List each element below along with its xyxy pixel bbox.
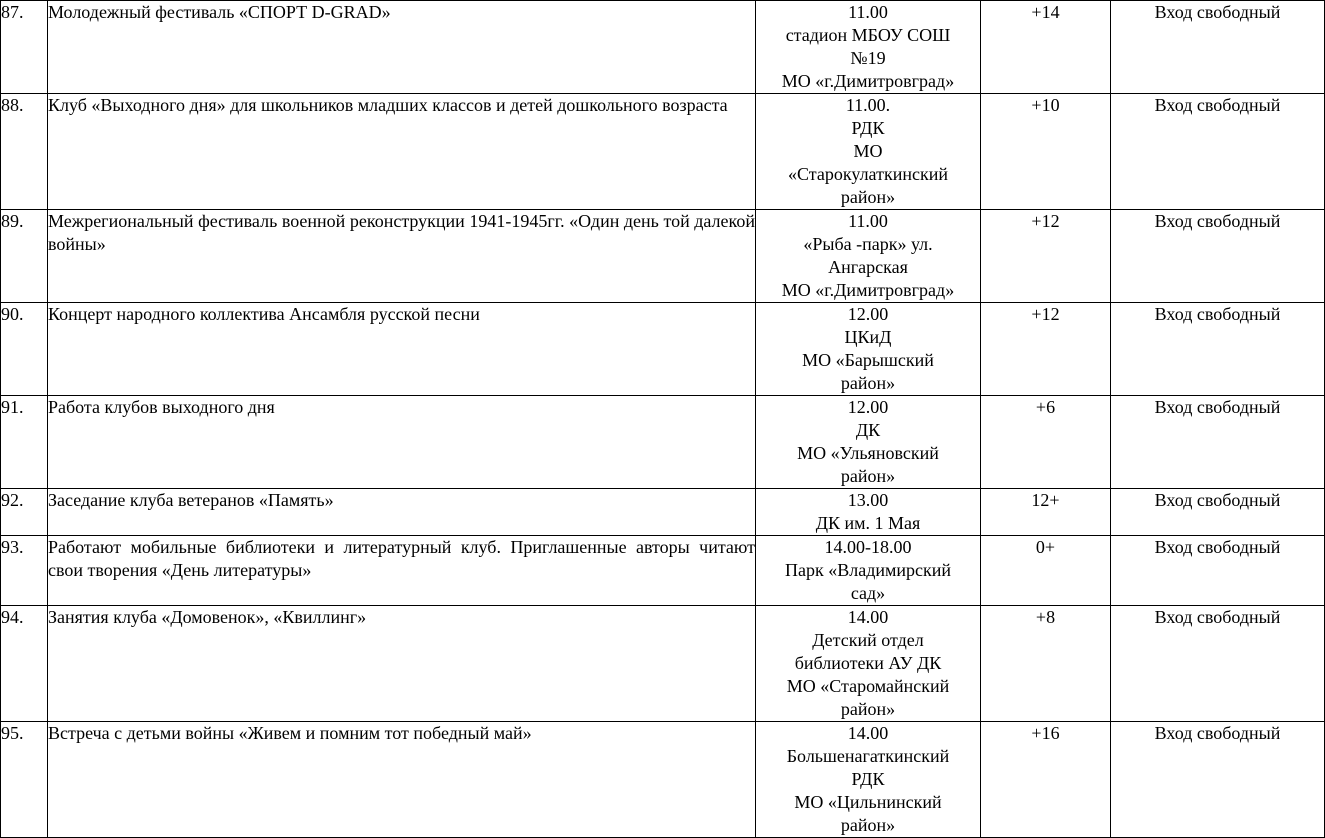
place-line: МО «г.Димитровград» — [781, 71, 955, 91]
place-line: 14.00 — [847, 607, 889, 627]
table-row — [1, 94, 1325, 210]
event-title: Клуб «Выходного дня» для школьников младших классов и детей дошкольного возраста — [48, 94, 756, 210]
event-time-place — [756, 94, 981, 210]
place-line: стадион МБОУ СОШ — [785, 25, 951, 45]
row-number: 93. — [1, 536, 48, 606]
age-rating: +14 — [981, 1, 1111, 94]
place-line: МО — [853, 141, 883, 161]
row-number: 95. — [1, 722, 48, 838]
event-title: Концерт народного коллектива Ансамбля русской песни — [48, 303, 756, 396]
place-line: «Старокулаткинский — [788, 164, 948, 184]
event-title: Межрегиональный фестиваль военной реконструкции 1941-1945гг. «Один день той далекой войны» — [48, 210, 756, 303]
entry-condition: Вход свободный — [1111, 303, 1325, 396]
place-line: 12.00 — [847, 397, 889, 417]
place-line: Парк «Владимирский — [784, 560, 952, 580]
place-line: МО «Старомайнский — [786, 676, 950, 696]
entry-condition: Вход свободный — [1111, 396, 1325, 489]
entry-condition: Вход свободный — [1111, 536, 1325, 606]
event-time-place — [756, 536, 981, 606]
table-row — [1, 1, 1325, 94]
row-number: 91. — [1, 396, 48, 489]
place-line: район» — [840, 373, 896, 393]
event-time-place — [756, 606, 981, 722]
age-rating: +12 — [981, 303, 1111, 396]
place-line: 12.00 — [847, 304, 889, 324]
entry-condition: Вход свободный — [1111, 489, 1325, 536]
event-time-place — [756, 303, 981, 396]
row-number: 87. — [1, 1, 48, 94]
event-title: Занятия клуба «Домовенок», «Квиллинг» — [48, 606, 756, 722]
row-number: 89. — [1, 210, 48, 303]
place-line: МО «Барышский — [802, 350, 934, 370]
place-line: Ангарская — [828, 257, 908, 277]
place-line: РДК — [851, 118, 885, 138]
row-number: 92. — [1, 489, 48, 536]
row-number: 94. — [1, 606, 48, 722]
place-line: Большенагаткинский — [786, 746, 950, 766]
place-line: МО «г.Димитровград» — [781, 280, 955, 300]
row-number: 90. — [1, 303, 48, 396]
place-line: 14.00-18.00 — [824, 537, 912, 557]
row-number: 88. — [1, 94, 48, 210]
table-row — [1, 489, 1325, 536]
place-line: МО «Цильнинский — [794, 792, 942, 812]
age-rating: +8 — [981, 606, 1111, 722]
place-line: 11.00 — [848, 211, 888, 231]
place-line: сад» — [850, 583, 886, 603]
place-line: Детский отдел — [812, 630, 924, 650]
place-line: 13.00 — [847, 490, 889, 510]
place-line: район» — [840, 466, 896, 486]
place-line: 14.00 — [847, 723, 889, 743]
place-line: ДК — [855, 420, 881, 440]
place-line: 11.00. — [845, 95, 891, 115]
place-line: «Рыба -парк» ул. — [803, 234, 933, 254]
event-time-place — [756, 1, 981, 94]
event-time-place — [756, 396, 981, 489]
place-line: библиотеки АУ ДК — [794, 653, 942, 673]
event-title: Молодежный фестиваль «СПОРТ D-GRAD» — [48, 1, 756, 94]
entry-condition: Вход свободный — [1111, 722, 1325, 838]
age-rating: +16 — [981, 722, 1111, 838]
place-line: район» — [840, 699, 896, 719]
age-rating: 0+ — [981, 536, 1111, 606]
table-row — [1, 396, 1325, 489]
event-title: Работа клубов выходного дня — [48, 396, 756, 489]
age-rating: +12 — [981, 210, 1111, 303]
event-title: Работают мобильные библиотеки и литературный клуб. Приглашенные авторы читают свои творения «День литературы» — [48, 536, 756, 606]
entry-condition: Вход свободный — [1111, 606, 1325, 722]
table-row — [1, 210, 1325, 303]
age-rating: +6 — [981, 396, 1111, 489]
age-rating: 12+ — [981, 489, 1111, 536]
place-line: 11.00 — [848, 2, 888, 22]
entry-condition: Вход свободный — [1111, 94, 1325, 210]
event-time-place — [756, 210, 981, 303]
place-line: №19 — [850, 48, 886, 68]
table-row — [1, 722, 1325, 838]
table-row — [1, 303, 1325, 396]
place-line: ЦКиД — [844, 327, 892, 347]
place-line: МО «Ульяновский — [797, 443, 939, 463]
event-title: Встреча с детьми войны «Живем и помним тот победный май» — [48, 722, 756, 838]
entry-condition: Вход свободный — [1111, 210, 1325, 303]
event-title: Заседание клуба ветеранов «Память» — [48, 489, 756, 536]
entry-condition: Вход свободный — [1111, 1, 1325, 94]
event-time-place — [756, 722, 981, 838]
event-time-place — [756, 489, 981, 536]
events-table-body — [1, 1, 1325, 838]
place-line: ДК им. 1 Мая — [815, 513, 921, 533]
age-rating: +10 — [981, 94, 1111, 210]
place-line: район» — [840, 815, 896, 835]
place-line: РДК — [851, 769, 885, 789]
table-row — [1, 536, 1325, 606]
table-row — [1, 606, 1325, 722]
place-line: район» — [840, 187, 896, 207]
